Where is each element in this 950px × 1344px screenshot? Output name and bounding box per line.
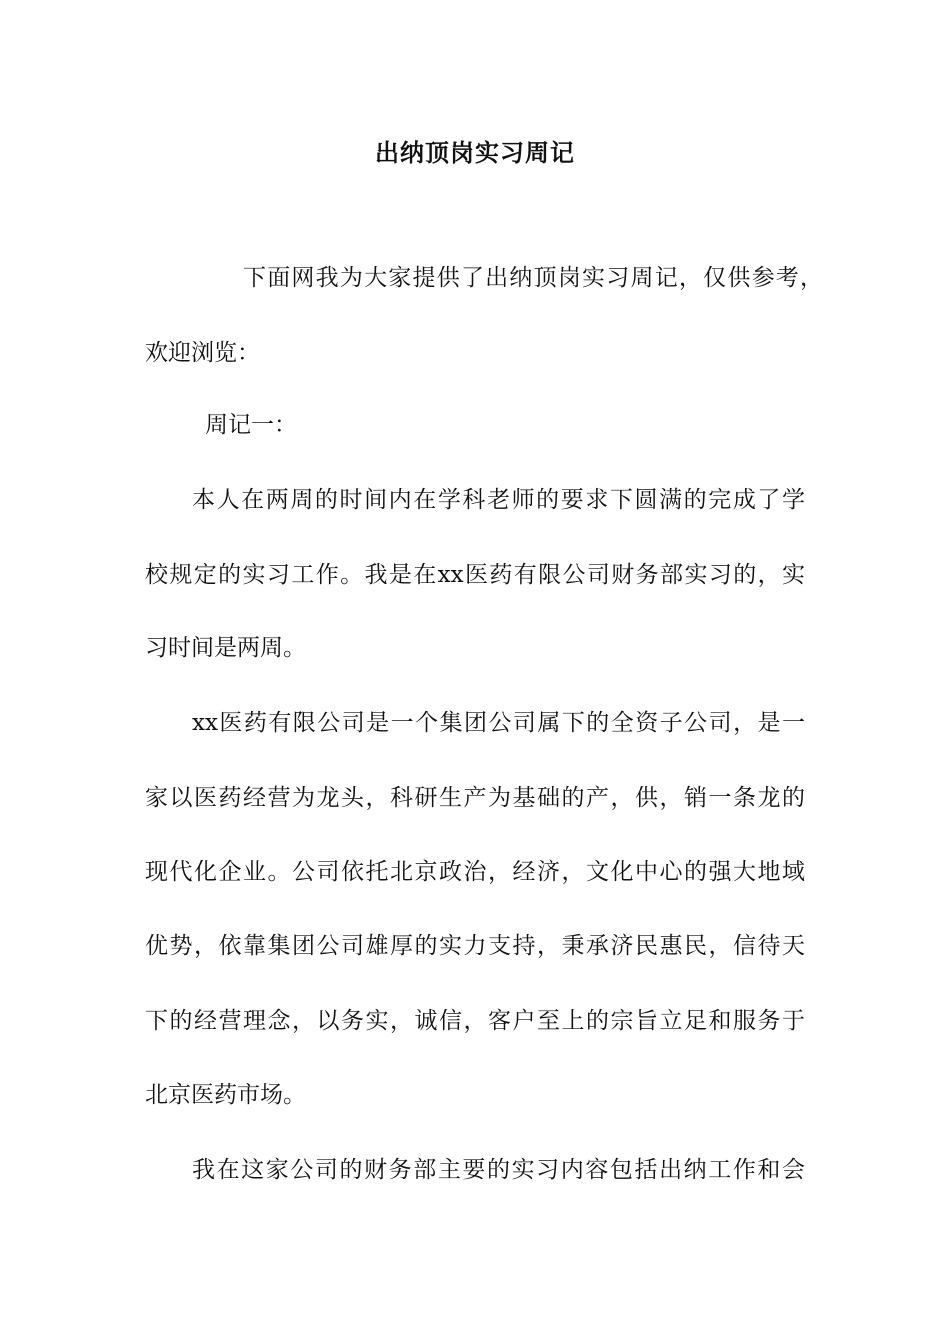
paragraph-line: xx医药有限公司是一个集团公司属下的全资子公司，是一: [192, 710, 805, 736]
paragraph-line: 欢迎浏览：: [145, 340, 260, 366]
section-heading: 周记一：: [205, 412, 297, 438]
paragraph-line: 下面网我为大家提供了出纳顶岗实习周记，仅供参考，: [243, 265, 823, 291]
paragraph-line: 家以医药经营为龙头，科研生产为基础的产，供，销一条龙的: [145, 785, 805, 811]
paragraph-line: 现代化企业。公司依托北京政治，经济，文化中心的强大地域: [145, 859, 805, 885]
paragraph-line: 习时间是两周。: [145, 635, 306, 661]
paragraph-line: 本人在两周的时间内在学科老师的要求下圆满的完成了学: [192, 487, 805, 513]
paragraph-line: 优势，依靠集团公司雄厚的实力支持，秉承济民惠民，信待天: [145, 933, 805, 959]
document-title: 出纳顶岗实习周记: [375, 138, 575, 167]
paragraph-line: 北京医药市场。: [145, 1082, 306, 1108]
paragraph-line: 下的经营理念，以务实，诚信，客户至上的宗旨立足和服务于: [145, 1008, 805, 1034]
paragraph-line: 校规定的实习工作。我是在xx医药有限公司财务部实习的，实: [145, 562, 805, 588]
paragraph-line: 我在这家公司的财务部主要的实习内容包括出纳工作和会: [192, 1157, 805, 1183]
